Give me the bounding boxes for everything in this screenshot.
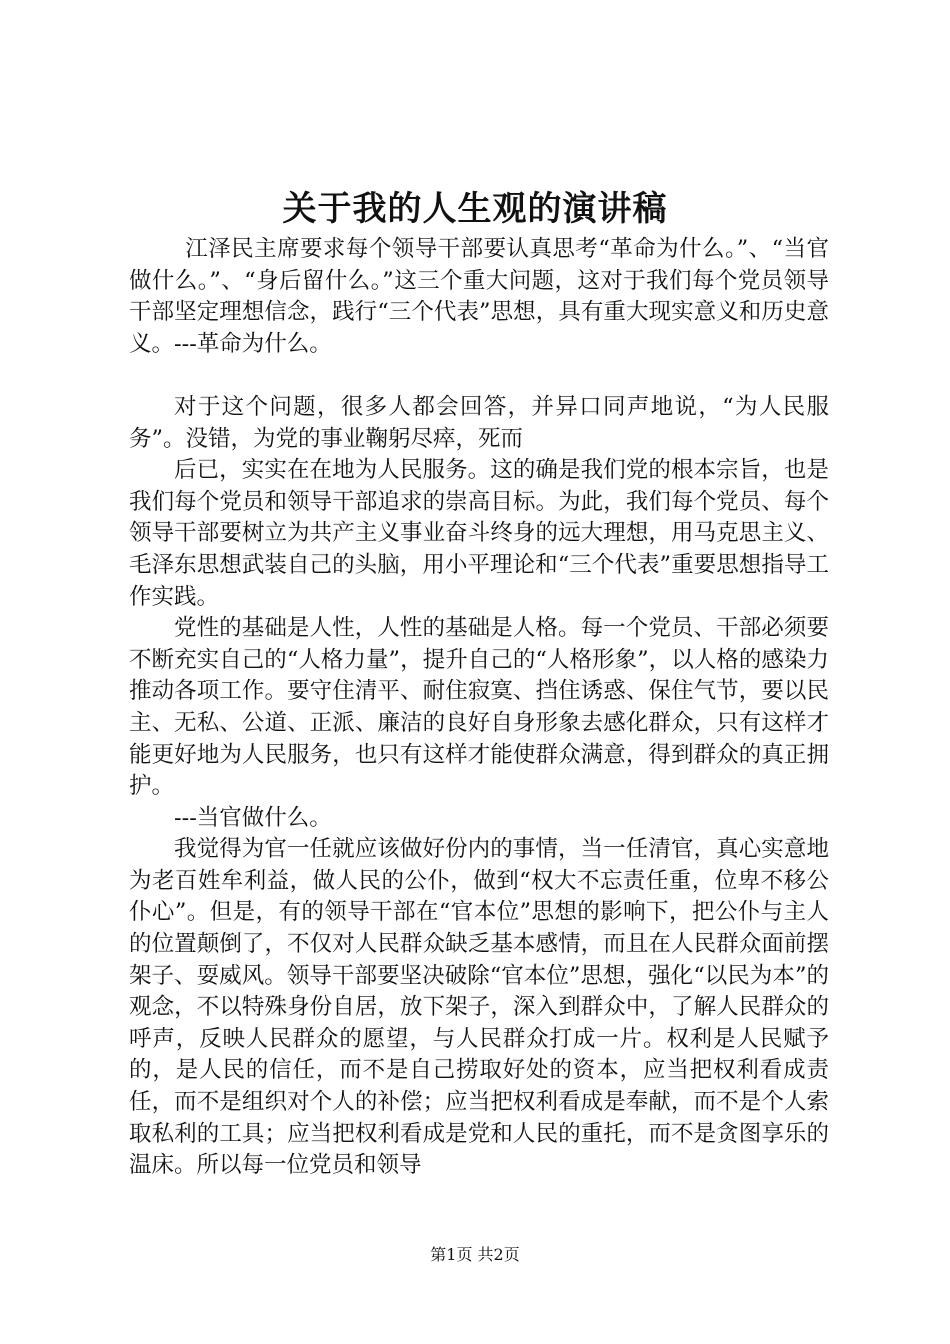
paragraph: 后已，实实在在地为人民服务。这的确是我们党的根本宗旨，也是我们每个党员和领导干部追求的崇高目标。为此，我们每个党员、每个领导干部要树立为共产主义事业奋斗终身的远大理想，用马克思主义、毛泽东思想武装自己的头脑，用小平理论和“三个代表”重要思想指导工作实践。	[129, 457, 829, 610]
document-body	[129, 234, 829, 1182]
paragraph: 我觉得为官一任就应该做好份内的事情，当一任清官，真心实意地为老百姓牟利益，做人民的公仆，做到“权大不忘责任重，位卑不移公仆心”。但是，有的领导干部在“官本位”思想的影响下，把公仆与主人的位置颠倒了，不仅对人民群众缺乏基本感情，而且在人民群众面前摆架子、耍威风。领导干部要坚决破除“官本位”思想，强化“以民为本”的观念，不以特殊身份自居，放下架子，深入到群众中，了解人民群众的呼声，反映人民群众的愿望，与人民群众打成一片。权利是人民赋予的，是人民的信任，而不是自己捞取好处的资本，应当把权利看成责任，而不是组织对个人的补偿；应当把权利看成是奉献，而不是个人索取私利的工具；应当把权利看成是党和人民的重托，而不是贪图享乐的温床。所以每一位党员和领导	[129, 836, 829, 1179]
page-footer: 第1页 共2页	[430, 1245, 520, 1264]
section-heading: ---当官做什么。	[174, 804, 332, 831]
paragraph-intro: 江泽民主席要求每个领导干部要认真思考“革命为什么。”、“当官做什么。”、“身后留什么。”这三个重大问题，这对于我们每个党员领导干部坚定理想信念，践行“三个代表”思想，具有重大现实意义和历史意义。---革命为什么。	[129, 236, 829, 357]
paragraph: 对于这个问题，很多人都会回答，并异口同声地说，“为人民服务”。没错，为党的事业鞠躬尽瘁，死而	[129, 393, 829, 452]
paragraph: 党性的基础是人性，人性的基础是人格。每一个党员、干部必须要不断充实自己的“人格力量”，提升自己的“人格形象”，以人格的感染力推动各项工作。要守住清平、耐住寂寞、挡住诱惑、保住气节，要以民主、无私、公道、正派、廉洁的良好自身形象去感化群众，只有这样才能更好地为人民服务，也只有这样才能使群众满意，得到群众的真正拥护。	[129, 615, 829, 800]
document-title: 关于我的人生观的演讲稿	[282, 189, 668, 229]
